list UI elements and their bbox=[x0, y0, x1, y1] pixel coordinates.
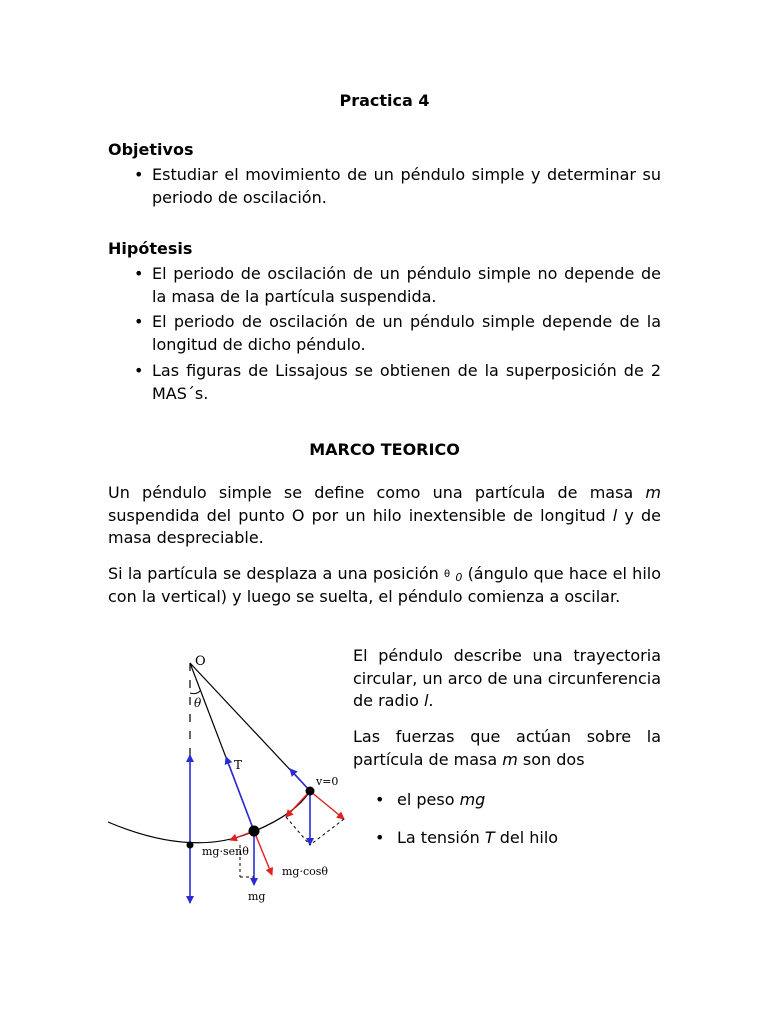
bob-max bbox=[306, 787, 315, 796]
text-run: Si la partícula se desplaza a una posición bbox=[108, 564, 444, 583]
label-mg-sen: mg·senθ bbox=[202, 845, 249, 858]
var-l: l bbox=[612, 505, 618, 525]
hypothesis-heading: Hipótesis bbox=[108, 239, 193, 258]
theta-arc bbox=[190, 691, 200, 694]
label-v0: v=0 bbox=[316, 775, 339, 788]
page-title: Practica 4 bbox=[339, 91, 430, 110]
projection-dashed bbox=[310, 819, 344, 845]
text-run: La tensión bbox=[397, 827, 485, 847]
hypothesis-item: • Las figuras de Lissajous se obtienen de la superposición de 2 MAS´s. bbox=[108, 360, 661, 405]
text-run: (ángulo que hace el hilo con la vertical) y luego se suelta, el péndulo comienza a oscilar. bbox=[108, 564, 662, 606]
normal-component-max bbox=[310, 791, 344, 819]
var-mg: mg bbox=[459, 790, 486, 809]
text-run: Un péndulo simple se define como una partícula de masa bbox=[108, 483, 646, 502]
theory-paragraph-4 bbox=[353, 726, 661, 771]
objectives-item: • Estudiar el movimiento de un péndulo simple y determinar su periodo de oscilación. bbox=[108, 164, 661, 209]
hypothesis-item: • El periodo de oscilación de un péndulo simple depende de la longitud de dicho péndulo. bbox=[108, 311, 661, 356]
force-item-tension bbox=[353, 827, 661, 850]
var-T: T bbox=[484, 827, 495, 847]
var-m: m bbox=[502, 749, 518, 769]
arc-trajectory bbox=[108, 791, 310, 843]
var-l: l bbox=[423, 691, 429, 711]
var-m: m bbox=[645, 483, 661, 502]
pendulum-diagram bbox=[100, 645, 360, 915]
hypothesis-list bbox=[108, 263, 661, 408]
text-run: Las fuerzas que actúan sobre la partícula de masa bbox=[353, 727, 661, 769]
theory-paragraph-1 bbox=[108, 482, 661, 550]
text-run: del hilo bbox=[494, 827, 559, 847]
text-run: . bbox=[428, 691, 434, 711]
text-run: El péndulo describe una trayectoria circular, un arco de una circunferencia de radio bbox=[353, 646, 662, 711]
bob-bottom bbox=[187, 842, 194, 849]
objectives-heading: Objetivos bbox=[108, 140, 194, 159]
label-T: T bbox=[234, 758, 243, 772]
label-mg: mg bbox=[248, 890, 266, 903]
theta-symbol: θ bbox=[443, 569, 451, 580]
bob bbox=[249, 826, 260, 837]
text-run: suspendida del punto O por un hilo inextensible de longitud bbox=[108, 505, 613, 525]
objectives-list bbox=[108, 164, 661, 212]
subscript-zero: 0 bbox=[455, 571, 463, 584]
normal-component bbox=[254, 831, 272, 875]
theory-paragraph-3 bbox=[353, 645, 661, 713]
forces-list bbox=[353, 789, 661, 849]
label-theta: θ bbox=[194, 696, 202, 710]
projection-dashed bbox=[286, 817, 310, 845]
label-O: O bbox=[195, 654, 206, 669]
theory-heading: MARCO TEORICO bbox=[309, 440, 460, 459]
right-column bbox=[353, 645, 661, 772]
force-item-weight bbox=[353, 789, 661, 812]
hypothesis-item: • El periodo de oscilación de un péndulo simple no depende de la masa de la partícula suspendida. bbox=[108, 263, 661, 308]
theory-paragraph-2 bbox=[108, 563, 661, 608]
text-run: el peso bbox=[397, 790, 460, 809]
text-run: son dos bbox=[517, 749, 585, 769]
text-run: y de masa despreciable. bbox=[108, 505, 662, 548]
tangential-component-max bbox=[286, 791, 310, 817]
label-mg-cos: mg·cosθ bbox=[282, 865, 329, 878]
